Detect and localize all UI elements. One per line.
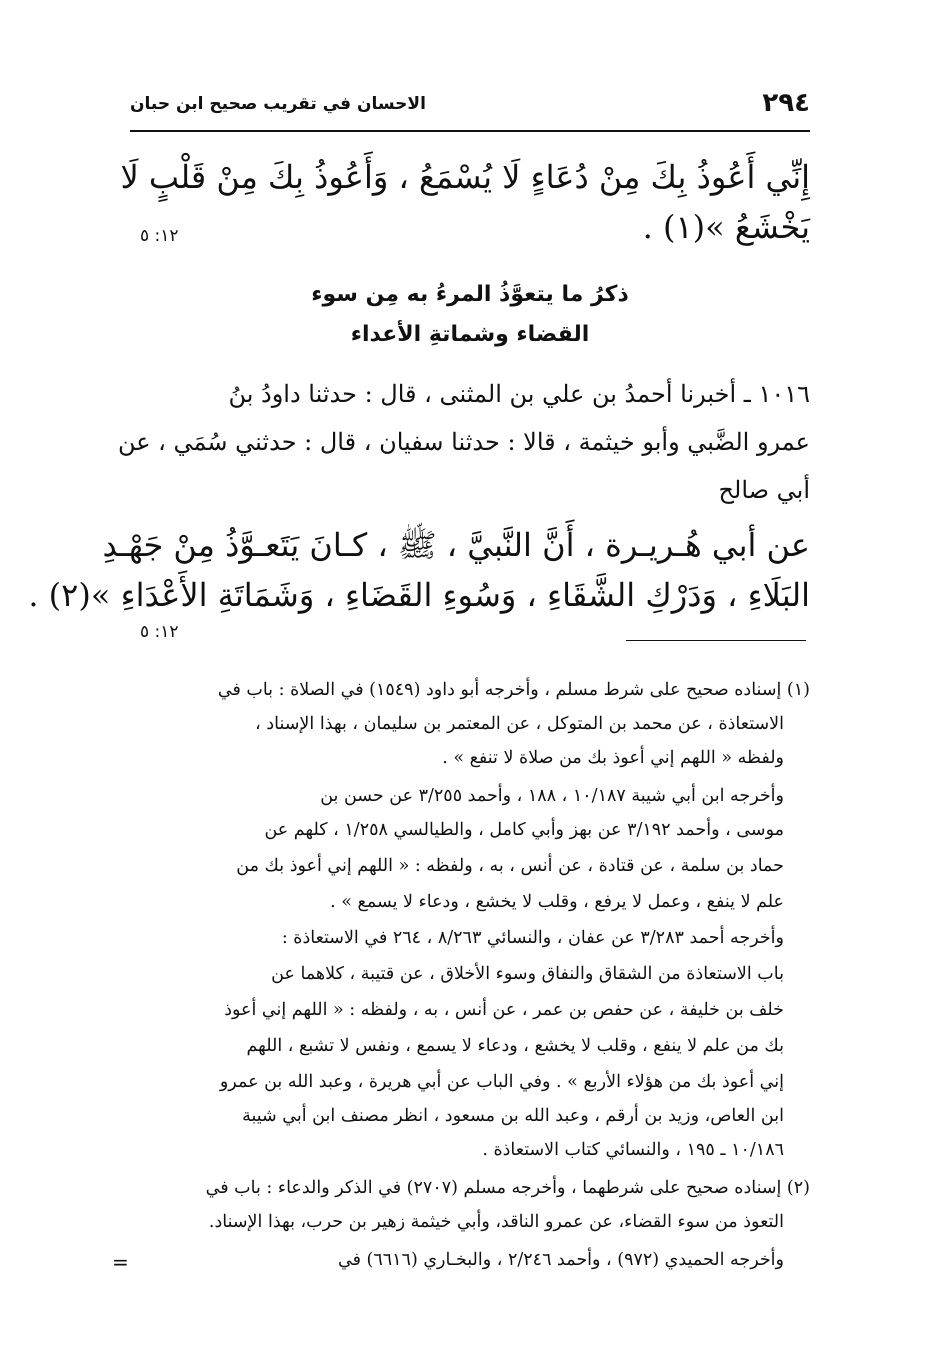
footnote-line: باب الاستعاذة من الشقاق والنفاق وسوء الأخلاق ، عن قتيبة ، كلاهما عن bbox=[271, 964, 784, 984]
footnote-line: خلف بن خليفة ، عن حفص بن عمر ، عن أنس ، به ، ولفظه : « اللهم إني أعوذ bbox=[224, 1000, 784, 1020]
footnote-line: ابن العاص، وزيد بن أرقم ، وعبد الله بن مسعود ، انظر مصنف ابن أبي شيبة bbox=[242, 1106, 784, 1126]
footnote-line: بك من علم لا ينفع ، وقلب لا يخشع ، ودعاء لا يسمع ، ونفس لا تشبع ، اللهم bbox=[246, 1036, 784, 1056]
footnote-line: وأخرجه أحمد ٣/٢٨٣ عن عفان ، والنسائي ٨/٢٦٣ ، ٢٦٤ في الاستعاذة : bbox=[281, 928, 784, 948]
footnote-line: علم لا ينفع ، وعمل لا يرفع ، وقلب لا يخشع ، ودعاء لا يسمع » . bbox=[330, 892, 784, 912]
hadith-text-line: يَخْشَعُ »(١) . bbox=[642, 208, 810, 246]
footnote-line: وأخرجه ابن أبي شيبة ١٠/١٨٧ ، ١٨٨ ، وأحمد ٣/٢٥٥ عن حسن بن bbox=[320, 786, 784, 806]
footnote-line: التعوذ من سوء القضاء، عن عمرو الناقد، وأبي خيثمة زهير بن حرب، بهذا الإسناد. bbox=[208, 1212, 784, 1232]
header-rule bbox=[130, 130, 810, 132]
footnote-line: وأخرجه الحميدي (٩٧٢) ، وأحمد ٢/٢٤٦ ، والبخـاري (٦٦١٦) في bbox=[338, 1250, 784, 1270]
matn-line: عن أبي هُـريـرة ، أَنَّ النَّبيَّ ، ﷺ ، كـانَ يَتَعـوَّذُ مِنْ جَهْـدِ bbox=[102, 526, 810, 564]
page-number: ٢٩٤ bbox=[762, 88, 810, 118]
footnote-line: ولفظه « اللهم إني أعوذ بك من صلاة لا تنفع » . bbox=[442, 748, 784, 768]
footnote-line: حماد بن سلمة ، عن قتادة ، عن أنس ، به ، ولفظه : « اللهم إني أعوذ بك من bbox=[236, 856, 784, 876]
section-heading: القضاء وشماتةِ الأعداء bbox=[350, 322, 590, 347]
continuation-mark: = bbox=[112, 1250, 129, 1274]
isnad-line: أبي صالح bbox=[718, 476, 810, 504]
matn-line: البَلَاءِ ، وَدَرْكِ الشَّقَاءِ ، وَسُوءِ القَضَاءِ ، وَشَمَاتَةِ الأَعْدَاءِ »(٢) . bbox=[28, 576, 810, 614]
footnote-line: إني أعوذ بك من هؤلاء الأربع » . وفي الباب عن أبي هريرة ، وعبد الله بن عمرو bbox=[219, 1072, 784, 1092]
footnote-separator bbox=[626, 640, 806, 641]
hadith-text-line: إِنِّي أَعُوذُ بِكَ مِنْ دُعَاءٍ لَا يُسْمَعُ ، وَأَعُوذُ بِكَ مِنْ قَلْبٍ لَا bbox=[120, 158, 810, 196]
hadith-reference: ١٢: ٥ bbox=[140, 226, 179, 246]
running-title: الاحسان في تقريب صحيح ابن حبان bbox=[130, 94, 426, 114]
page-header bbox=[130, 88, 810, 128]
footnote-line: ١٠/١٨٦ ـ ١٩٥ ، والنسائي كتاب الاستعاذة . bbox=[482, 1140, 784, 1160]
isnad-line: عمرو الضَّبي وأبو خيثمة ، قالا : حدثنا سفيان ، قال : حدثني سُمَي ، عن bbox=[117, 428, 810, 456]
hadith-reference: ١٢: ٥ bbox=[140, 622, 179, 642]
footnote-line: (٢) إسناده صحيح على شرطهما ، وأخرجه مسلم (٢٧٠٧) في الذكر والدعاء : باب في bbox=[205, 1178, 810, 1198]
footnote-line: موسى ، وأحمد ٣/١٩٢ عن بهز وأبي كامل ، والطيالسي ١/٢٥٨ ، كلهم عن bbox=[264, 820, 784, 840]
footnote-line: (١) إسناده صحيح على شرط مسلم ، وأخرجه أبو داود (١٥٤٩) في الصلاة : باب في bbox=[217, 680, 810, 700]
section-heading: ذكرُ ما يتعوَّذُ المرءُ به مِن سوء bbox=[311, 282, 629, 307]
footnote-line: الاستعاذة ، عن محمد بن المتوكل ، عن المعتمر بن سليمان ، بهذا الإسناد ، bbox=[255, 714, 784, 734]
isnad-line: ١٠١٦ ـ أخبرنا أحمدُ بن علي بن المثنى ، قال : حدثنا داودُ بنُ bbox=[228, 380, 810, 408]
